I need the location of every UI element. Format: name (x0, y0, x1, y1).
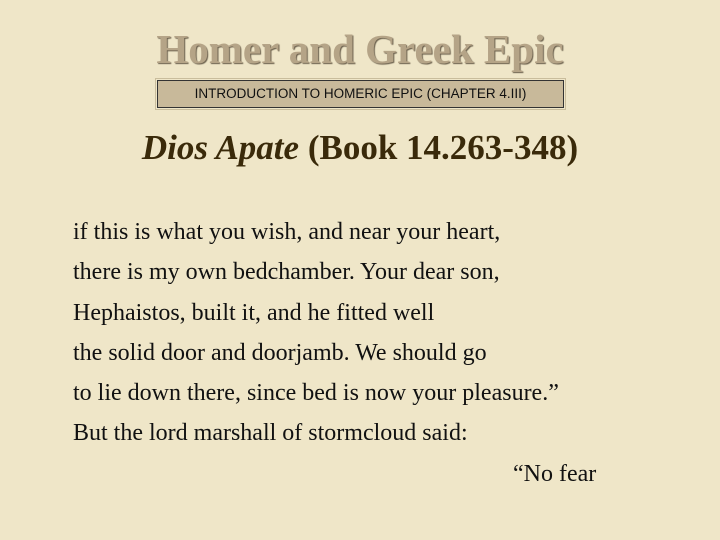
section-heading (0, 126, 720, 170)
poem-line: the solid door and doorjamb. We should go (73, 339, 487, 366)
poem-line: Hephaistos, built it, and he fitted well (73, 299, 435, 326)
poem-line: if this is what you wish, and near your heart, (73, 219, 501, 245)
poem-text (73, 212, 693, 494)
heading-italic-part: Dios Apate (141, 128, 300, 167)
poem-line: But the lord marshall of stormcloud said: (73, 420, 468, 447)
poem-line: there is my own bedchamber. Your dear son, (73, 259, 500, 286)
poem-line: “No fear (513, 460, 597, 487)
heading-reference: (Book 14.263-348) (299, 128, 579, 167)
poem-line: to lie down there, since bed is now your pleasure.” (73, 380, 559, 407)
slide-title: Homer and Greek Epic (156, 26, 564, 72)
chapter-subtitle: INTRODUCTION TO HOMERIC EPIC (CHAPTER 4.III) (157, 80, 564, 108)
